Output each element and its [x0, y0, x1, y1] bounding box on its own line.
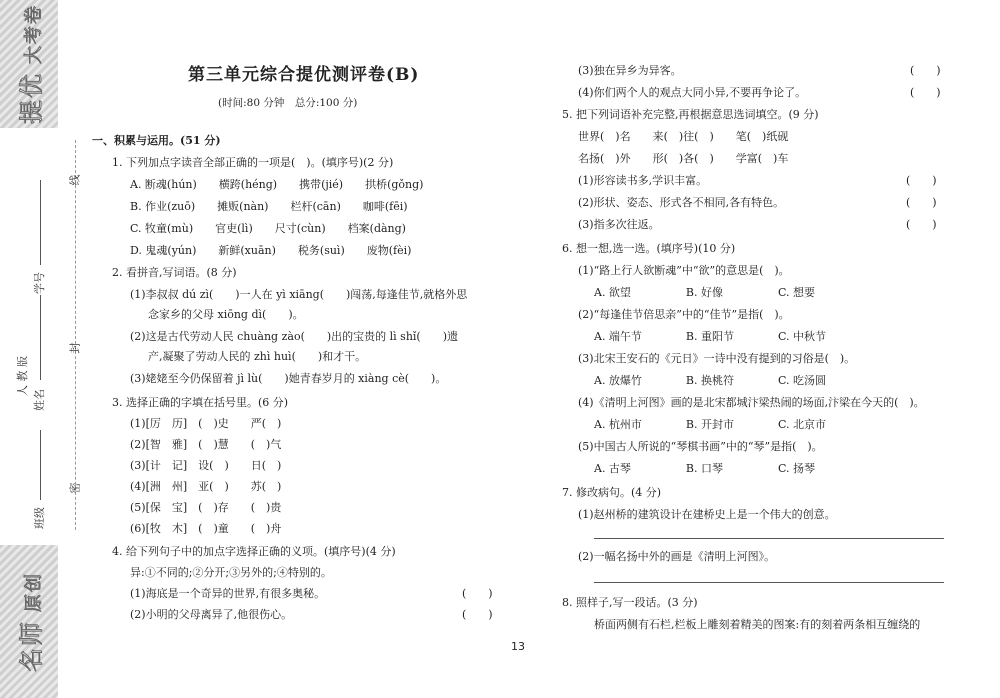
- edition-label: 人 教 版: [16, 356, 29, 396]
- brand-bottom-big: 名师: [17, 619, 46, 672]
- answer-paren[interactable]: ( ): [462, 608, 493, 621]
- answer-paren[interactable]: ( ): [906, 196, 937, 209]
- q6-item-2: (2)“每逢佳节倍思亲”中的“佳节”是指( )。: [578, 308, 790, 321]
- q6-options-3: A. 放爆竹 B. 换桃符 C. 吃汤圆: [594, 374, 827, 387]
- section-1-heading: 一、积累与运用。(51 分): [92, 134, 221, 147]
- q2-stem: 2. 看拼音,写词语。(8 分): [112, 266, 237, 279]
- brand-bottom-small: 原创: [23, 571, 45, 612]
- answer-paren[interactable]: ( ): [910, 64, 941, 77]
- q1-option-a: A. 断魂(hún) 横跨(héng) 携带(jié) 拱桥(gǒng): [130, 178, 424, 191]
- q6-options-4: A. 杭州市 B. 开封市 C. 北京市: [594, 418, 827, 431]
- answer-paren[interactable]: ( ): [462, 587, 493, 600]
- q6-item-5: (5)中国古人所说的“琴棋书画”中的“琴”是指( )。: [578, 440, 823, 453]
- q2-item-2a: (2)这是古代劳动人民 chuàng zào( )出的宝贵的 lì shǐ( )遗: [130, 330, 459, 343]
- q3-item-3: (3)[计 记] 设( ) 日( ): [130, 459, 282, 472]
- q5-item-3: (3)指多次往返。: [578, 218, 660, 231]
- brand-top-small: 大考卷: [23, 4, 45, 64]
- left-page: [92, 0, 515, 698]
- brand-band-bottom: [0, 545, 58, 698]
- q1-option-d: D. 鬼魂(yún) 新鲜(xuān) 税务(suì) 废物(fèi): [130, 244, 412, 257]
- q3-item-6: (6)[牧 木] ( )童 ( )舟: [130, 522, 282, 535]
- q4-options: 异:①不同的;②分开;③另外的;④特别的。: [130, 566, 332, 579]
- q4-stem: 4. 给下列句子中的加点字选择正确的义项。(填序号)(4 分): [112, 545, 396, 558]
- q7-item-1: (1)赵州桥的建筑设计在建桥史上是一个伟大的创意。: [578, 508, 836, 521]
- q4-item-2: (2)小明的父母离异了,他很伤心。: [130, 608, 293, 621]
- q8-stem: 8. 照样子,写一段话。(3 分): [562, 596, 698, 609]
- q1-option-b: B. 作业(zuō) 摊贩(nàn) 栏杆(cān) 咖啡(fēi): [130, 200, 408, 213]
- cut-line: [75, 140, 76, 530]
- q4-item-1: (1)海底是一个奇异的世界,有很多奥秘。: [130, 587, 326, 600]
- q2-item-2b: 产,凝聚了劳动人民的 zhì huì( )和才干。: [148, 350, 367, 363]
- name-label: 姓名: [33, 389, 46, 411]
- answer-line[interactable]: [594, 538, 944, 539]
- brand-top-big: 提优: [17, 72, 46, 124]
- seal-mark-seal: 封: [68, 342, 82, 354]
- page-title: 第三单元综合提优测评卷(B): [188, 65, 420, 85]
- q6-options-1: A. 欲望 B. 好像 C. 想要: [594, 286, 816, 299]
- q5-stem: 5. 把下列词语补充完整,再根据意思选词填空。(9 分): [562, 108, 819, 121]
- q6-options-5: A. 古琴 B. 口琴 C. 扬琴: [594, 462, 816, 475]
- page-subtitle: (时间:80 分钟 总分:100 分): [218, 97, 358, 109]
- answer-paren[interactable]: ( ): [906, 174, 937, 187]
- id-line: [40, 180, 41, 265]
- brand-band-top: [0, 0, 58, 128]
- name-line: [40, 295, 41, 380]
- q5-words-row2: 名扬( )外 形( )各( ) 学富( )车: [578, 152, 789, 165]
- q4-item-3: (3)独在异乡为异客。: [578, 64, 682, 77]
- q3-item-2: (2)[智 雅] ( )慧 ( )气: [130, 438, 282, 451]
- q3-item-1: (1)[厉 历] ( )史 严( ): [130, 417, 282, 430]
- q5-item-2: (2)形状、姿态、形式各不相同,各有特色。: [578, 196, 785, 209]
- id-label: 学号: [33, 272, 46, 294]
- page-number: 13: [511, 640, 525, 653]
- q7-stem: 7. 修改病句。(4 分): [562, 486, 662, 499]
- q6-item-3: (3)北宋王安石的《元日》一诗中没有提到的习俗是( )。: [578, 352, 856, 365]
- answer-line[interactable]: [594, 582, 944, 583]
- q6-item-1: (1)“路上行人欲断魂”中“欲”的意思是( )。: [578, 264, 790, 277]
- q2-item-1a: (1)李叔叔 dú zì( )一人在 yì xiāng( )闯荡,每逢佳节,就格外思: [130, 288, 468, 301]
- right-page: [562, 0, 968, 698]
- q3-item-4: (4)[洲 州] 亚( ) 苏( ): [130, 480, 282, 493]
- q2-item-1b: 念家乡的父母 xiōng dì( )。: [148, 308, 304, 321]
- seal-mark-line: 线: [68, 174, 82, 186]
- q5-words-row1: 世界( )名 来( )往( ) 笔( )纸砚: [578, 130, 789, 143]
- q3-stem: 3. 选择正确的字填在括号里。(6 分): [112, 396, 289, 409]
- q6-options-2: A. 端午节 B. 重阳节 C. 中秋节: [594, 330, 827, 343]
- class-line: [40, 430, 41, 500]
- answer-paren[interactable]: ( ): [910, 86, 941, 99]
- q2-item-3: (3)姥姥至今仍保留着 jì lù( )她青春岁月的 xiàng cè( )。: [130, 372, 447, 385]
- q3-item-5: (5)[保 宝] ( )存 ( )贵: [130, 501, 282, 514]
- seal-mark-secret: 密: [68, 482, 82, 494]
- q5-item-1: (1)形容读书多,学识丰富。: [578, 174, 708, 187]
- q1-option-c: C. 牧童(mù) 官吏(lì) 尺寸(cùn) 档案(dàng): [130, 222, 406, 235]
- q6-item-4: (4)《清明上河图》画的是北宋都城汴梁热闹的场面,汴梁在今天的( )。: [578, 396, 925, 409]
- q8-example: 桥面两侧有石栏,栏板上雕刻着精美的图案:有的刻着两条相互缠绕的: [594, 618, 921, 631]
- binding-strip: [0, 0, 92, 698]
- q4-item-4: (4)你们两个人的观点大同小异,不要再争论了。: [578, 86, 807, 99]
- q7-item-2: (2)一幅名扬中外的画是《清明上河图》。: [578, 550, 776, 563]
- q6-stem: 6. 想一想,选一选。(填序号)(10 分): [562, 242, 736, 255]
- q1-stem: 1. 下列加点字读音全部正确的一项是( )。(填序号)(2 分): [112, 156, 394, 169]
- answer-paren[interactable]: ( ): [906, 218, 937, 231]
- class-label: 班级: [33, 507, 46, 529]
